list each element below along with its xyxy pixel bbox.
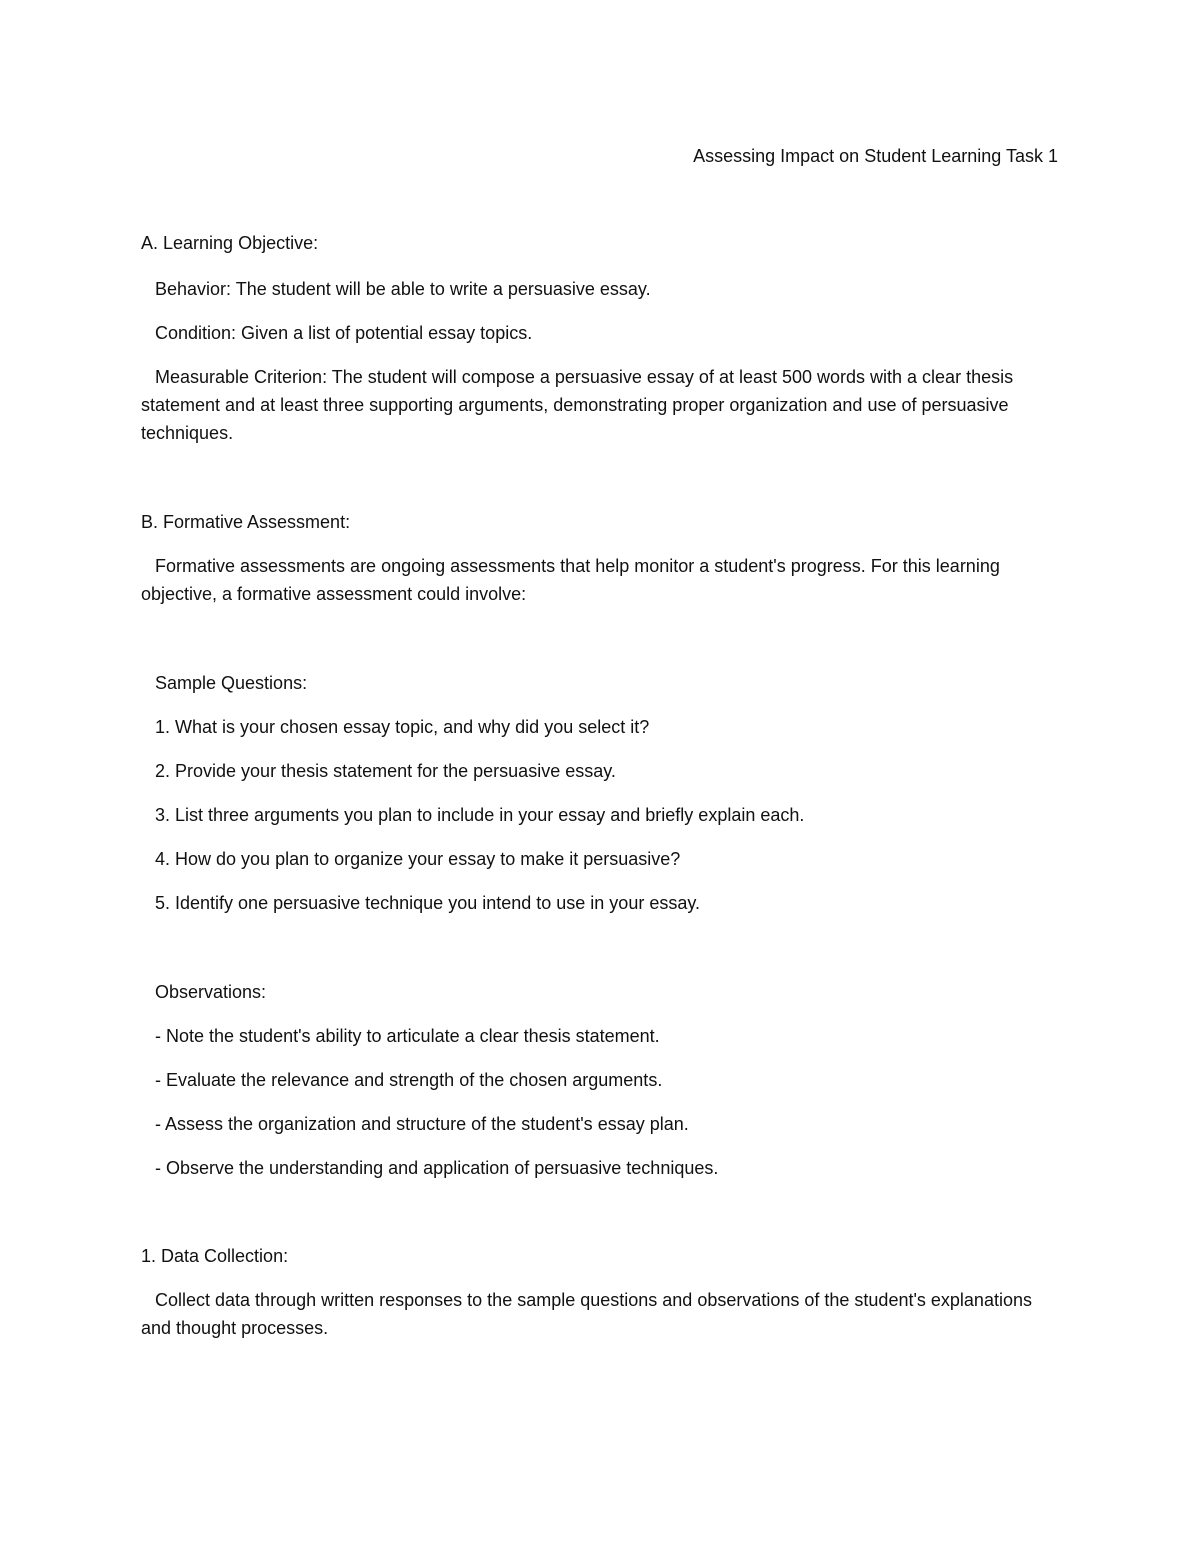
observation-item: - Note the student's ability to articulate a clear thesis statement.: [155, 1026, 660, 1046]
question-item: 5. Identify one persuasive technique you intend to use in your essay.: [155, 893, 701, 913]
question-item: 3. List three arguments you plan to include in your essay and briefly explain each.: [155, 805, 805, 825]
question-item: 4. How do you plan to organize your essay to make it persuasive?: [155, 849, 681, 869]
data-collection-heading: 1. Data Collection:: [141, 1246, 289, 1266]
section-b-heading: B. Formative Assessment:: [141, 512, 351, 532]
question-item: 1. What is your chosen essay topic, and why did you select it?: [155, 717, 650, 737]
observation-item: - Evaluate the relevance and strength of the chosen arguments.: [155, 1070, 663, 1090]
data-collection-paragraph: Collect data through written responses to the sample questions and observations of the student's explanations and thought processes.: [141, 1290, 1032, 1338]
sample-questions-heading: Sample Questions:: [155, 673, 308, 693]
observation-item: - Assess the organization and structure of the student's essay plan.: [155, 1114, 689, 1134]
observations-heading: Observations:: [155, 982, 267, 1002]
formative-intro-paragraph: Formative assessments are ongoing assessments that help monitor a student's progress. For this learning objective, a formative assessment could involve:: [141, 556, 1000, 604]
condition-line: Condition: Given a list of potential essay topics.: [155, 323, 533, 343]
section-a-heading: A. Learning Objective:: [141, 233, 319, 253]
observation-item: - Observe the understanding and application of persuasive techniques.: [155, 1158, 719, 1178]
behavior-line: Behavior: The student will be able to write a persuasive essay.: [155, 279, 651, 299]
running-header: Assessing Impact on Student Learning Task 1: [693, 146, 1058, 166]
criterion-paragraph: Measurable Criterion: The student will compose a persuasive essay of at least 500 words with a clear thesis statement and at least three supporting arguments, demonstrating proper organization and use of persuasive techniques.: [141, 367, 1014, 443]
question-item: 2. Provide your thesis statement for the persuasive essay.: [155, 761, 616, 781]
